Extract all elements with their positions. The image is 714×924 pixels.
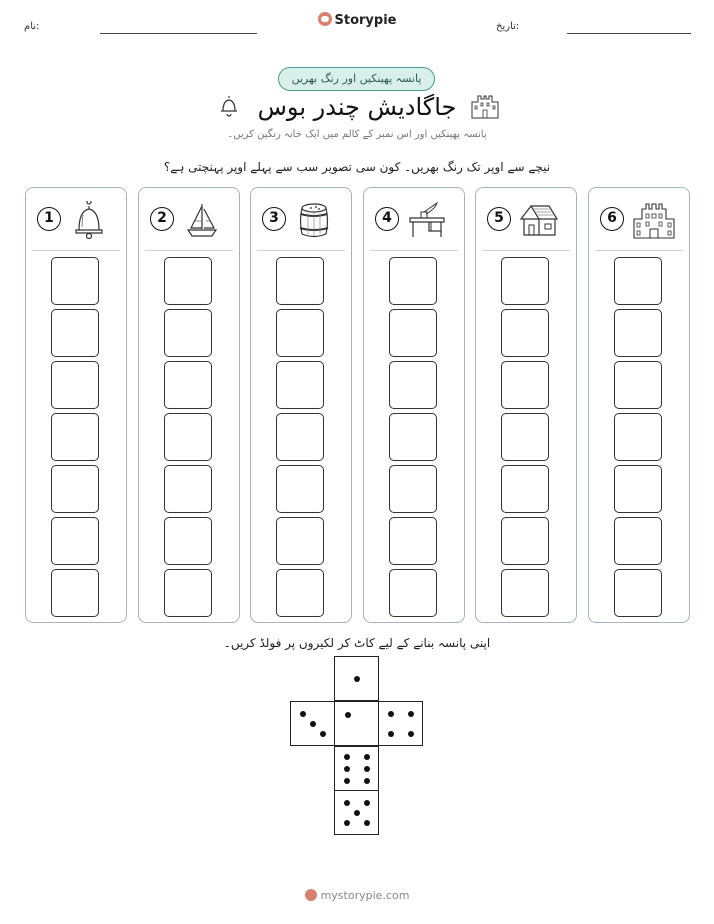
column-number: 2 [150, 207, 174, 231]
activity-pill: پانسہ پھینکیں اور رنگ بھریں [278, 67, 435, 91]
name-label: نام: [24, 21, 40, 32]
bell-icon [69, 201, 109, 239]
die-pip [354, 676, 360, 682]
color-box[interactable] [51, 517, 99, 565]
die-pip [364, 754, 370, 760]
column-divider [370, 250, 458, 251]
die-pip [388, 731, 394, 737]
color-box[interactable] [614, 517, 662, 565]
column-3 [250, 187, 352, 623]
color-box[interactable] [389, 309, 437, 357]
color-box[interactable] [614, 569, 662, 617]
color-box[interactable] [501, 413, 549, 461]
die-face-five [334, 790, 379, 835]
color-box[interactable] [501, 517, 549, 565]
color-box[interactable] [51, 465, 99, 513]
storypie-mascot-icon [318, 12, 332, 26]
color-box[interactable] [389, 257, 437, 305]
color-box[interactable] [164, 569, 212, 617]
column-divider [257, 250, 345, 251]
color-box[interactable] [614, 413, 662, 461]
color-box[interactable] [276, 309, 324, 357]
footer [0, 889, 714, 902]
column-1 [25, 187, 127, 623]
castle-icon [632, 201, 676, 241]
column-number: 6 [600, 207, 624, 231]
color-box[interactable] [501, 257, 549, 305]
color-box[interactable] [389, 465, 437, 513]
color-box[interactable] [614, 309, 662, 357]
die-face-four [378, 701, 423, 746]
color-box[interactable] [614, 361, 662, 409]
color-box[interactable] [276, 361, 324, 409]
color-box[interactable] [51, 361, 99, 409]
column-divider [145, 250, 233, 251]
die-pip [354, 810, 360, 816]
color-box[interactable] [164, 309, 212, 357]
date-label: تاریخ: [496, 21, 520, 32]
color-box[interactable] [389, 413, 437, 461]
color-box[interactable] [164, 361, 212, 409]
die-pip [345, 712, 351, 718]
die-pip [364, 820, 370, 826]
column-5 [475, 187, 577, 623]
die-pip [344, 800, 350, 806]
color-box[interactable] [164, 517, 212, 565]
column-4 [363, 187, 465, 623]
color-box[interactable] [501, 361, 549, 409]
house-icon [519, 201, 559, 239]
column-2 [138, 187, 240, 623]
column-divider [32, 250, 120, 251]
die-pip [344, 754, 350, 760]
color-box[interactable] [501, 569, 549, 617]
die-pip [408, 731, 414, 737]
color-box[interactable] [276, 569, 324, 617]
color-box[interactable] [164, 257, 212, 305]
color-box[interactable] [389, 569, 437, 617]
color-box[interactable] [164, 413, 212, 461]
color-box[interactable] [614, 257, 662, 305]
column-number: 1 [37, 207, 61, 231]
color-box[interactable] [51, 309, 99, 357]
storypie-mascot-icon [305, 889, 317, 901]
die-pip [364, 778, 370, 784]
die-face-three [290, 701, 335, 746]
die-pip [364, 800, 370, 806]
desk-quill-icon [407, 201, 447, 239]
die-pip [344, 766, 350, 772]
die-pip [408, 711, 414, 717]
brand-logo [0, 12, 714, 28]
die-pip [344, 820, 350, 826]
color-box[interactable] [389, 361, 437, 409]
column-divider [595, 250, 683, 251]
column-6 [588, 187, 690, 623]
name-line [100, 33, 257, 34]
color-box[interactable] [276, 257, 324, 305]
color-box[interactable] [51, 413, 99, 461]
color-box[interactable] [276, 517, 324, 565]
barrel-icon [294, 201, 334, 239]
color-box[interactable] [501, 309, 549, 357]
color-box[interactable] [276, 465, 324, 513]
color-box[interactable] [276, 413, 324, 461]
die-face-six [334, 746, 379, 791]
color-box[interactable] [164, 465, 212, 513]
column-number: 5 [487, 207, 511, 231]
title-castle-icon [469, 92, 501, 120]
die-face-one [334, 656, 379, 701]
instruction-text: نیچے سے اوپر تک رنگ بھریں۔ کون سی تصویر سب سے پہلے اوپر پہنچتی ہے؟ [163, 160, 551, 174]
column-number: 3 [262, 207, 286, 231]
page-subtitle: پانسہ پھینکیں اور اس نمبر کے کالم میں ایک خانہ رنگین کریں۔ [227, 129, 487, 140]
die-face-one-center [334, 701, 379, 746]
date-line [567, 33, 691, 34]
color-box[interactable] [501, 465, 549, 513]
page-title: جاگادیش چندر بوس [257, 93, 457, 121]
fold-instruction: اپنی پانسہ بنانے کے لیے کاٹ کر لکیروں پر فولڈ کریں۔ [223, 636, 491, 650]
color-box[interactable] [51, 569, 99, 617]
footer-site: mystorypie.com [320, 889, 410, 902]
sailboat-icon [182, 201, 222, 239]
die-pip [364, 766, 370, 772]
die-pip [388, 711, 394, 717]
color-box[interactable] [389, 517, 437, 565]
column-number: 4 [375, 207, 399, 231]
die-pip [300, 711, 306, 717]
die-pip [320, 731, 326, 737]
color-box[interactable] [614, 465, 662, 513]
column-divider [482, 250, 570, 251]
die-pip [310, 721, 316, 727]
die-pip [344, 778, 350, 784]
color-box[interactable] [51, 257, 99, 305]
brand-name: Storypie [334, 13, 397, 28]
